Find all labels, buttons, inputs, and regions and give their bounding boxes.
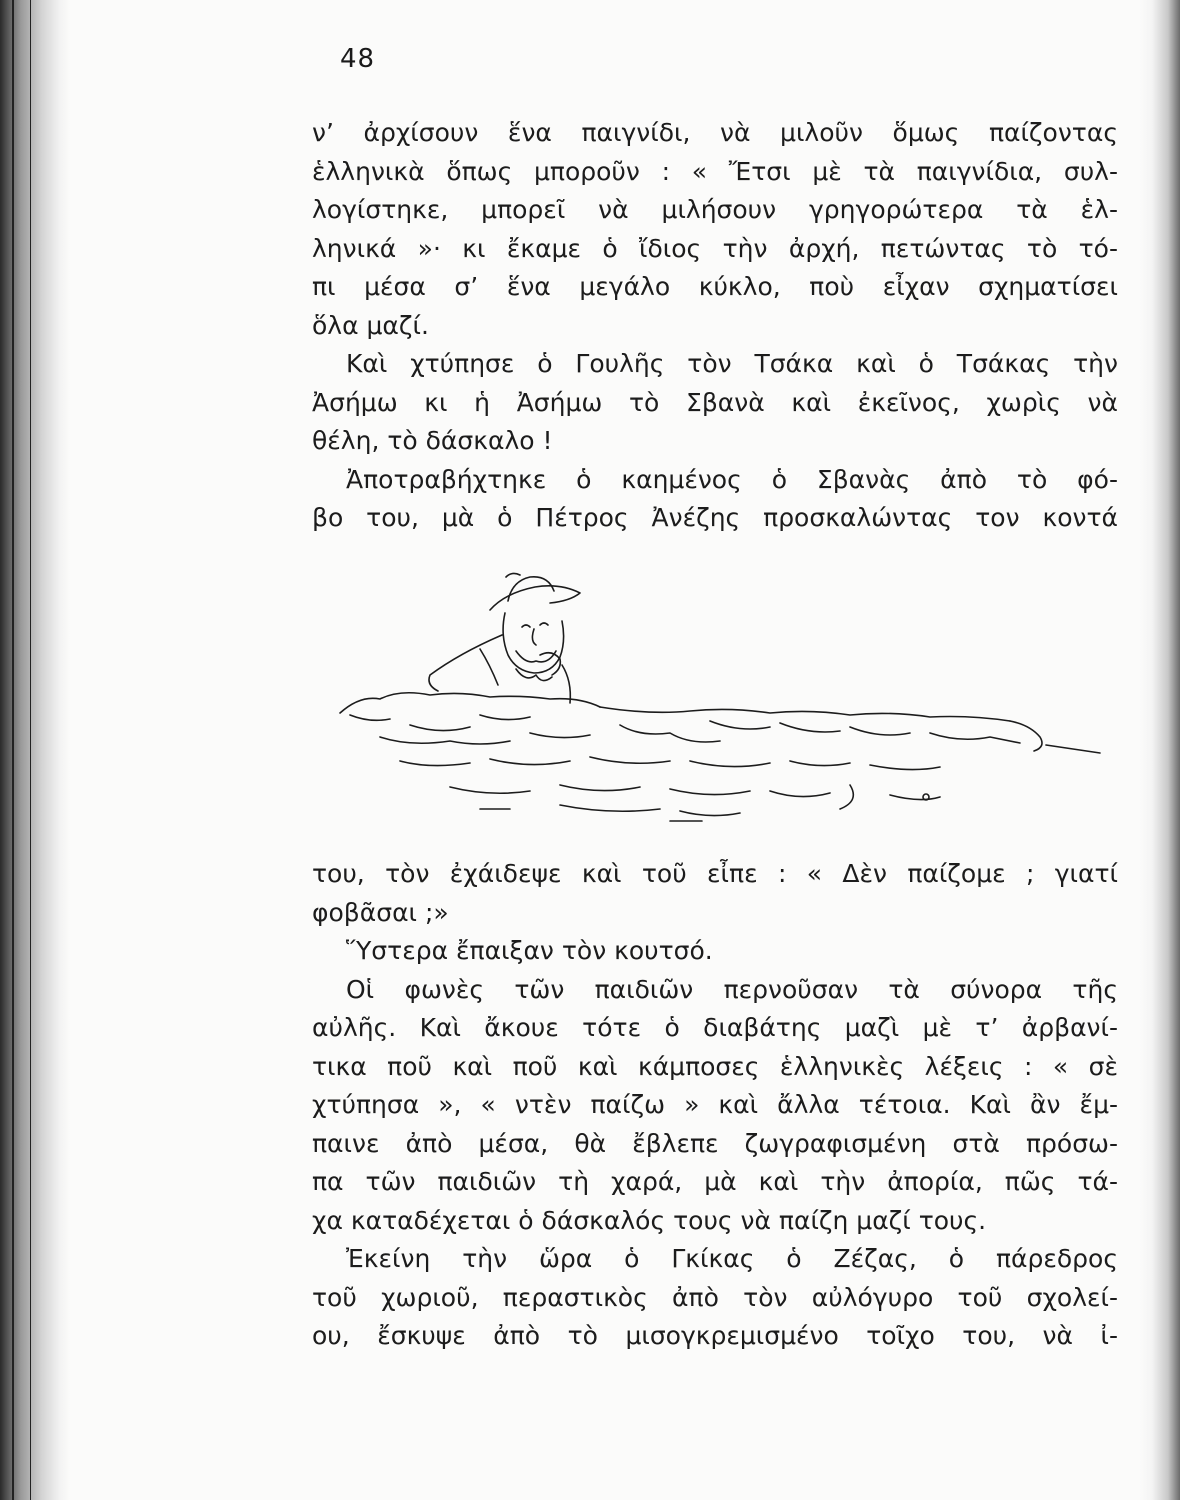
- paragraph: [312, 855, 1118, 932]
- body-left-arm: [429, 635, 502, 691]
- text-block-top: [312, 114, 1118, 538]
- text-line: τικα ποῦ καὶ ποῦ καὶ κάμποσες ἑλληνικὲς λέξεις : « σὲ: [312, 1051, 1118, 1081]
- text-line: θέλη, τὸ δάσκαλο !: [312, 426, 553, 455]
- sketch-illustration-old-man-at-wall: [330, 565, 1110, 835]
- text-line: ου, ἔσκυψε ἀπὸ τὸ μισογκρεμισμένο τοῖχο του, νὰ ἰ-: [312, 1321, 1118, 1350]
- hat-tip: [506, 573, 520, 577]
- paragraph: [312, 971, 1118, 1241]
- text-line: βο του, μὰ ὁ Πέτρος Ἀνέζης προσκαλώντας τον κοντά: [312, 503, 1118, 532]
- text-line: Οἱ φωνὲς τῶν παιδιῶν περνοῦσαν τὰ σύνορα τῆς: [346, 974, 1118, 1004]
- wall-stone: [350, 715, 530, 731]
- text-block-bottom: [312, 855, 1118, 1356]
- text-line: χτύπησα », « ντὲν παίζω » καὶ ἄλλα τέτοια. Καὶ ἂν ἔμ-: [312, 1090, 1118, 1119]
- page-number: 48: [340, 44, 376, 74]
- binding-edge-line: [12, 0, 14, 1500]
- paragraph: [312, 1240, 1118, 1356]
- wall-top-left: [340, 693, 600, 713]
- wall-stone: [690, 761, 940, 770]
- face-eyes: [522, 623, 548, 627]
- text-line: πι μέσα σ’ ἕνα μεγάλο κύκλο, ποὺ εἶχαν σχηματίσει: [312, 272, 1118, 301]
- wall-top-right: [600, 707, 1010, 721]
- binding-edge-line: [30, 0, 31, 1500]
- wall-stone: [400, 757, 670, 766]
- text-line: ληνικά »· κι ἔκαμε ὁ ἴδιος τὴν ἀρχή, πετώντας τὸ τό-: [312, 233, 1118, 263]
- wall-stone: [850, 727, 1020, 743]
- text-line: φοβᾶσαι ;»: [312, 897, 449, 927]
- text-line: πα τῶν παιδιῶν τὴ χαρά, μὰ καὶ τὴν ἀπορία, πῶς τά-: [312, 1167, 1118, 1196]
- book-binding-shadow: [0, 0, 70, 1500]
- text-line: λογίστηκε, μπορεῖ νὰ μιλήσουν γρηγορώτερα τὰ ἑλ-: [312, 195, 1118, 224]
- paragraph: [312, 114, 1118, 345]
- text-line: ν’ ἀρχίσουν ἕνα παιγνίδι, νὰ μιλοῦν ὅμως παίζοντας: [312, 118, 1118, 147]
- text-line: Ἀποτραβήχτηκε ὁ καημένος ὁ Σβανὰς ἀπὸ τὸ φό-: [346, 464, 1118, 494]
- paragraph: [312, 932, 1118, 971]
- text-line: χα καταδέχεται ὁ δάσκαλός τους νὰ παίζη μαζί τους.: [312, 1205, 987, 1235]
- body-shoulder: [480, 649, 498, 685]
- hat-brim: [490, 586, 580, 610]
- paragraph: [312, 461, 1118, 538]
- page-right-edge-shadow: [1140, 0, 1180, 1500]
- wall-stone: [620, 721, 840, 742]
- text-line: του, τὸν ἐχάιδεψε καὶ τοῦ εἶπε : « Δὲν παίζομε ; γιατί: [312, 859, 1118, 888]
- text-line: Καὶ χτύπησε ὁ Γουλῆς τὸν Τσάκα καὶ ὁ Τσάκας τὴν: [346, 349, 1118, 378]
- face-nose: [532, 629, 536, 645]
- paragraph: [312, 345, 1118, 461]
- text-line: τοῦ χωριοῦ, περαστικὸς ἀπὸ τὸν αὐλόγυρο τοῦ σχολεί-: [312, 1282, 1118, 1312]
- text-line: Ἀσήμω κι ἡ Ἀσήμω τὸ Σβανὰ καὶ ἐκεῖνος, χωρὶς νὰ: [312, 387, 1118, 417]
- hat-crown: [508, 577, 554, 601]
- wall-right-end: [1010, 721, 1100, 753]
- wall-stone: [450, 785, 750, 795]
- wall-stone: [380, 733, 590, 744]
- text-line: παινε ἀπὸ μέσα, θὰ ἔβλεπε ζωγραφισμένη στὰ πρόσω-: [312, 1128, 1118, 1158]
- text-line: αὐλῆς. Καὶ ἄκουε τότε ὁ διαβάτης μαζὶ μὲ τ’ ἀρβανί-: [312, 1013, 1118, 1042]
- body-right: [562, 665, 570, 703]
- text-line: ἑλληνικὰ ὅπως μποροῦν : « Ἔτσι μὲ τὰ παιγνίδια, συλ-: [312, 156, 1118, 186]
- text-line: Ἐκείνη τὴν ὥρα ὁ Γκίκας ὁ Ζέζας, ὁ πάρεδρος: [346, 1244, 1118, 1273]
- text-line: ὅλα μαζί.: [312, 310, 429, 340]
- wall-stone: [770, 785, 940, 809]
- text-line: Ὕστερα ἔπαιξαν τὸν κουτσό.: [346, 936, 713, 965]
- wall-base: [560, 805, 740, 816]
